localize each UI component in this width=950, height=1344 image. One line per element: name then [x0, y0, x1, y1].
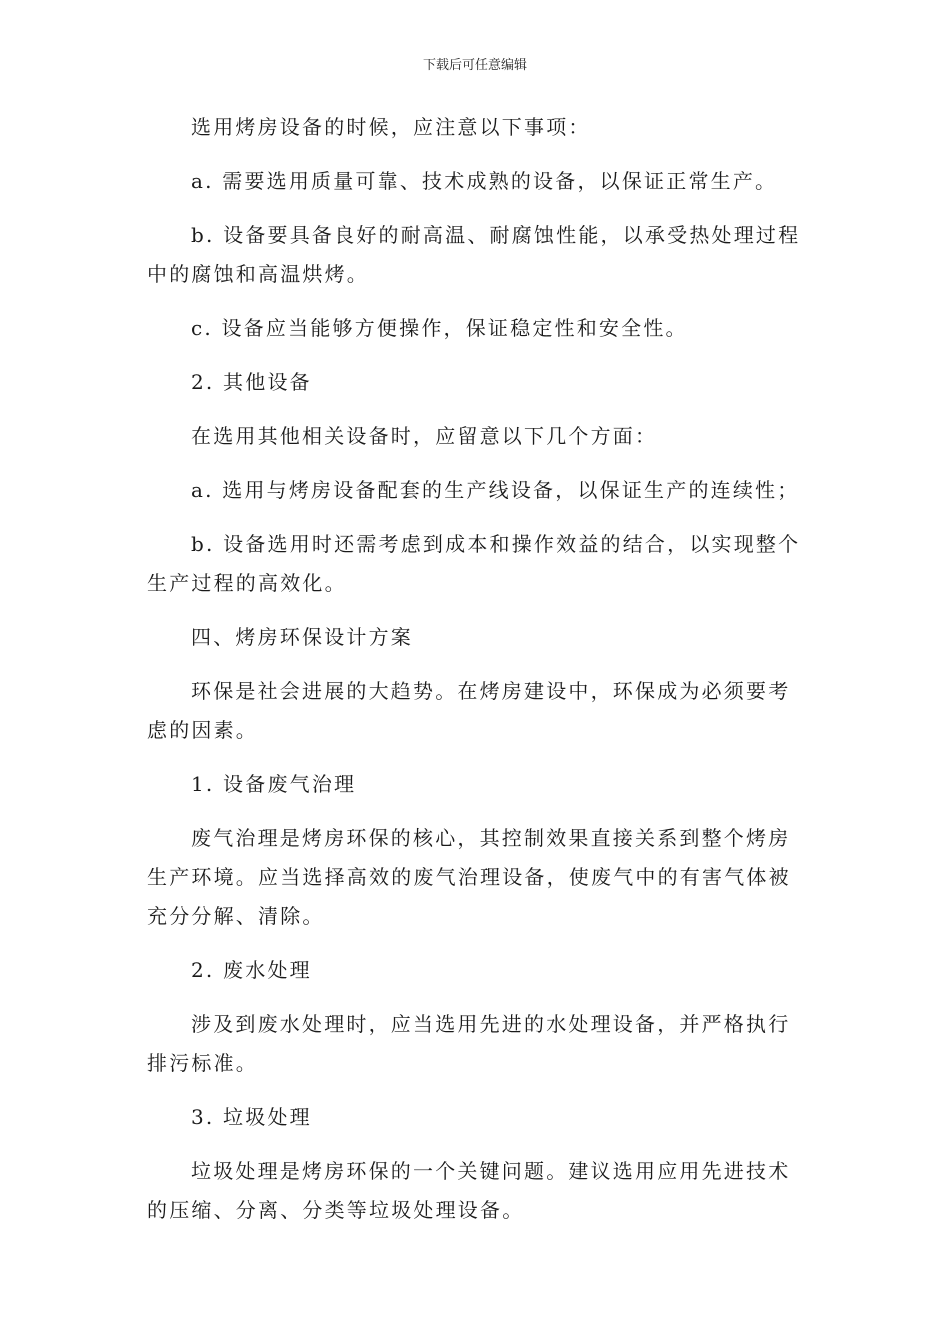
- document-body: [147, 108, 807, 1245]
- paragraph-intro: 选用烤房设备的时候，应注意以下事项：: [191, 115, 591, 139]
- list-item-a-quality: a. 需要选用质量可靠、技术成熟的设备，以保证正常生产。: [191, 169, 778, 193]
- paragraph-environmental: 环保是社会进展的大趋势。在烤房建设中，环保成为必须要考虑的因素。: [147, 679, 791, 742]
- section-heading-other-equipment: 2. 其他设备: [191, 370, 312, 394]
- list-item-b-cost: b. 设备选用时还需考虑到成本和操作效益的结合，以实现整个生产过程的高效化。: [147, 532, 801, 595]
- paragraph-garbage: 垃圾处理是烤房环保的一个关键问题。建议选用应用先进技术的压缩、分离、分类等垃圾处理设备。: [147, 1159, 791, 1222]
- section-heading-exhaust: 1. 设备废气治理: [191, 772, 357, 796]
- section-heading-garbage: 3. 垃圾处理: [191, 1105, 312, 1129]
- section-heading-wastewater: 2. 废水处理: [191, 958, 312, 982]
- paragraph-other-equipment: 在选用其他相关设备时，应留意以下几个方面：: [191, 424, 658, 448]
- paragraph-wastewater: 涉及到废水处理时，应当选用先进的水处理设备，并严格执行排污标准。: [147, 1012, 791, 1075]
- list-item-b-resistance: b. 设备要具备良好的耐高温、耐腐蚀性能，以承受热处理过程中的腐蚀和高温烘烤。: [147, 223, 801, 286]
- page-header: 下载后可任意编辑: [422, 58, 527, 73]
- list-item-a-production-line: a. 选用与烤房设备配套的生产线设备，以保证生产的连续性；: [191, 478, 800, 502]
- section-heading-environmental: 四、烤房环保设计方案: [191, 625, 413, 649]
- paragraph-exhaust: 废气治理是烤房环保的核心，其控制效果直接关系到整个烤房生产环境。应当选择高效的废气治理设备，使废气中的有害气体被充分分解、清除。: [147, 826, 791, 928]
- list-item-c-operation: c. 设备应当能够方便操作，保证稳定性和安全性。: [191, 316, 688, 340]
